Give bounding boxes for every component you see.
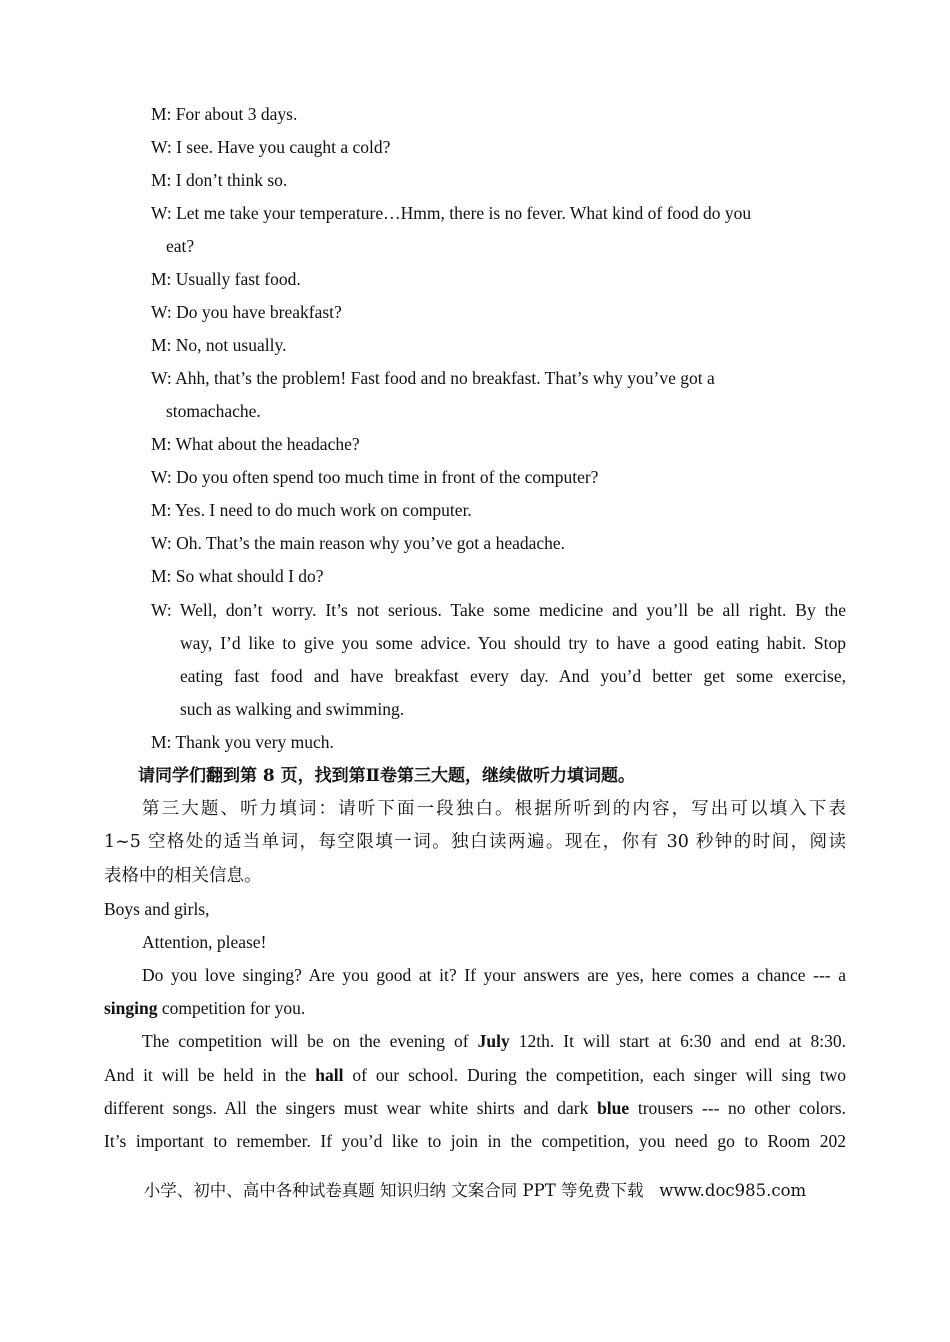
footer-url: www.doc985.com — [659, 1181, 807, 1200]
dialogue-line: M: I don’t think so. — [151, 170, 288, 190]
dialogue-line: W: I see. Have you caught a cold? — [151, 137, 391, 157]
answer-word: blue — [597, 1098, 630, 1118]
monologue-line: It’s important to remember. If you’d like to join in the competition, you need go to Room 202 — [104, 1131, 846, 1151]
dialogue-line: M: For about 3 days. — [151, 104, 298, 124]
monologue-line: singing competition for you. — [104, 998, 306, 1018]
dialogue-line-continuation: way, I’d like to give you some advice. You should try to have a good eating habit. Stop — [180, 633, 846, 653]
monologue-line: And it will be held in the hall of our school. During the competition, each singer will sing two — [104, 1065, 846, 1085]
dialogue-line: M: No, not usually. — [151, 335, 287, 355]
dialogue-line-continuation: stomachache. — [166, 401, 261, 421]
monologue-line: The competition will be on the evening of July 12th. It will start at 6:30 and end at 8:30. — [142, 1031, 846, 1051]
instruction-heading: 请同学们翻到第 8 页，找到第Ⅱ卷第三大题，继续做听力填词题。 — [138, 766, 635, 786]
dialogue-line: M: What about the headache? — [151, 434, 360, 454]
dialogue-line: M: Yes. I need to do much work on computer. — [151, 500, 472, 520]
instruction-line: 1~5 空格处的适当单词，每空限填一词。独白读两遍。现在，你有 30 秒钟的时间，阅读 — [104, 832, 846, 852]
dialogue-line: W: Ahh, that’s the problem! Fast food and no breakfast. That’s why you’ve got a — [151, 368, 715, 388]
dialogue-line: Well, don’t worry. It’s not serious. Take some medicine and you’ll be all right. By the — [180, 600, 846, 620]
answer-word: July — [477, 1031, 510, 1051]
answer-word: hall — [315, 1065, 344, 1085]
instruction-line: 表格中的相关信息。 — [104, 866, 262, 886]
monologue-line: Do you love singing? Are you good at it? If your answers are yes, here comes a chance --- a — [142, 965, 846, 985]
dialogue-speaker: W: — [151, 600, 172, 620]
dialogue-line: M: Usually fast food. — [151, 269, 301, 289]
monologue-greeting: Boys and girls, — [104, 899, 210, 919]
dialogue-line: W: Let me take your temperature…Hmm, there is no fever. What kind of food do you — [151, 203, 752, 223]
dialogue-line: M: Thank you very much. — [151, 732, 334, 752]
dialogue-line-continuation: such as walking and swimming. — [180, 699, 405, 719]
monologue-line: Attention, please! — [142, 932, 267, 952]
monologue-line: different songs. All the singers must wear white shirts and dark blue trousers --- no other colors. — [104, 1098, 846, 1118]
dialogue-line: M: So what should I do? — [151, 566, 324, 586]
dialogue-line: W: Do you have breakfast? — [151, 302, 342, 322]
dialogue-line: W: Oh. That’s the main reason why you’ve got a headache. — [151, 533, 566, 553]
dialogue-line: W: Do you often spend too much time in front of the computer? — [151, 467, 599, 487]
answer-word: singing — [104, 998, 158, 1018]
page-footer — [0, 1176, 950, 1206]
footer-text: 小学、初中、高中各种试卷真题 知识归纳 文案合同 PPT 等免费下载 — [143, 1181, 644, 1200]
instruction-line: 第三大题、听力填词：请听下面一段独白。根据所听到的内容，写出可以填入下表 — [142, 799, 846, 819]
dialogue-line-continuation: eat? — [166, 236, 195, 256]
dialogue-line-continuation: eating fast food and have breakfast every day. And you’d better get some exercise, — [180, 666, 846, 686]
